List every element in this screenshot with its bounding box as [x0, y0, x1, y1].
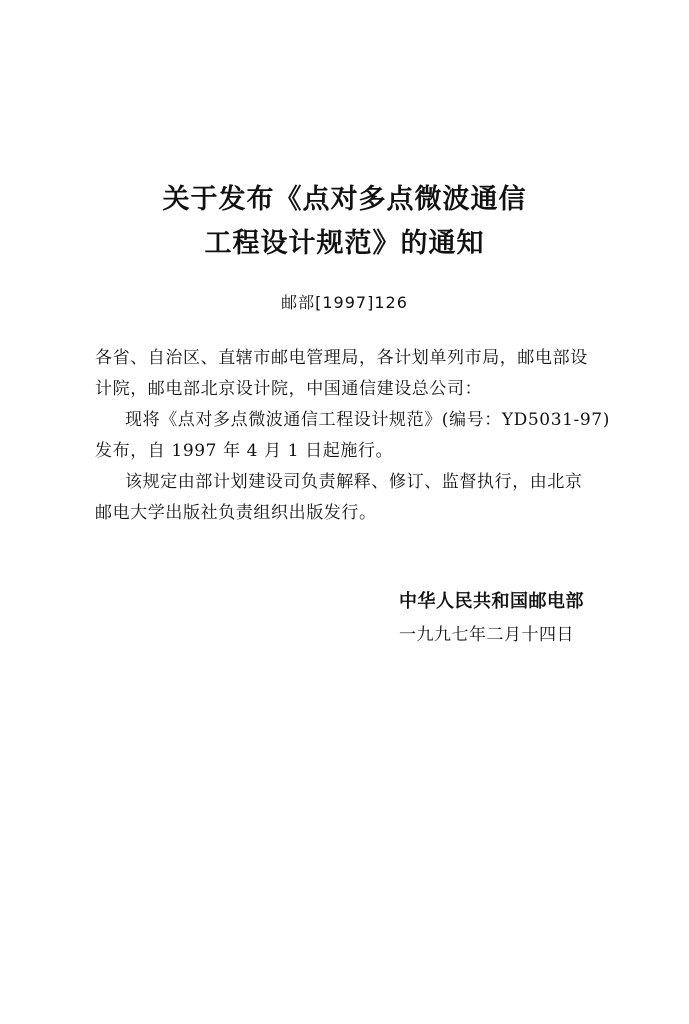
announcement-line-1: 现将《点对多点微波通信工程设计规范》(编号：YD5031-97)	[125, 410, 610, 430]
title-line-2: 工程设计规范》的通知	[204, 228, 485, 259]
title-line-1: 关于发布《点对多点微波通信	[162, 184, 527, 215]
document-number: 邮部[1997]126	[281, 293, 408, 312]
announcement-line-2: 发布，自 1997 年 4 月 1 日起施行。	[95, 441, 394, 461]
recipients-line-2: 计院，邮电部北京设计院，中国通信建设总公司：	[95, 379, 483, 399]
issuing-organization: 中华人民共和国邮电部	[399, 591, 584, 612]
responsibility-line-1: 该规定由部计划建设司负责解释、修订、监督执行，由北京	[125, 472, 583, 492]
recipients-line-1: 各省、自治区、直辖市邮电管理局，各计划单列市局，邮电部设	[95, 348, 588, 368]
issue-date: 一九九七年二月十四日	[399, 625, 574, 645]
responsibility-line-2: 邮电大学出版社负责组织出版发行。	[95, 503, 377, 523]
